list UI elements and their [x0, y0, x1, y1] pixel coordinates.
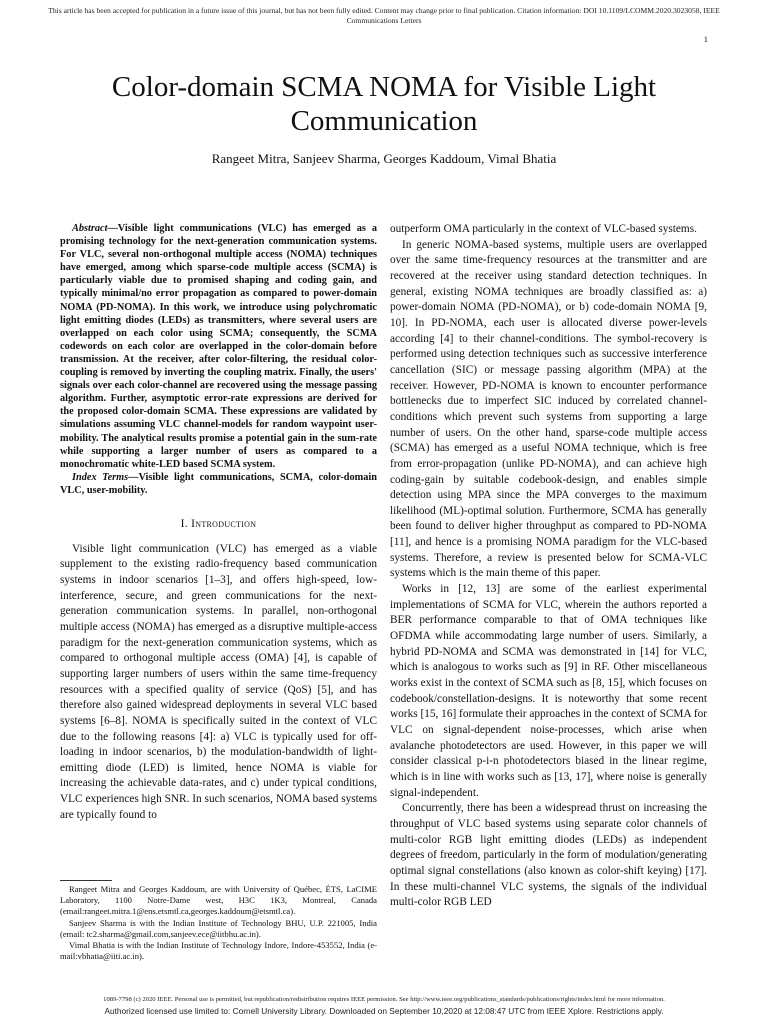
body-paragraph: In generic NOMA-based systems, multiple users are overlapped over the same time-frequency resources at the transmitter and are recovered at the receiver using standard detection techniques. In general, existing NOMA techniques are broadly classified as: a) power-domain NOMA (PD-NOMA), or b) code-domain NOMA [9, 10]. In PD-NOMA, each user is allocated diverse power-levels according [4] to their channel-conditions. The symbol-recovery is performed using detection techniques such as successive interference cancellation (SIC) or message passing algorithm (MPA) at the receiver. However, PD-NOMA is known to encounter performance bottlenecks due to imperfect SIC induced by correlated channel-conditions which prevent such systems from supporting a large number of users. On the other hand, sparse-code multiple access (SCMA) has emerged as a useful NOMA technique, which is free from error-propagation (unlike PD-NOMA), and can achieve high coding-gain by suitable codebook-design, and enables simple detection using MPA since the MPA converges to the maximum likelihood (ML)-optimal solution. Furthermore, SCMA has generally been found to deliver higher throughput as compared to PD-NOMA [11], and hence is a promising NOMA paradigm for the VLC-based systems. Therefore, a review is presented below for SCMA-VLC systems which is the main theme of this paper. [390, 238, 707, 580]
author-footnotes [60, 884, 377, 962]
footnote: Rangeet Mitra and Georges Kaddoum, are with University of Québec, ÉTS, LaCIME Laboratory, 1100 Notre-Dame west, H3C 1K3, Montreal, Canada (email:rangeet.mitra.1@ens.etsmtl.ca,georges.kaddoum@etsmtl.ca). [60, 884, 377, 917]
index-terms-label: Index Terms [72, 471, 129, 483]
journal-notice: This article has been accepted for publication in a future issue of this journal, but has not been fully edited. Content may change prior to final publication. Citation information: DOI 10.1109/LCOMM.2020.3023058, IEEE Communications Letters [48, 6, 720, 25]
abstract-label: Abstract [72, 223, 108, 234]
authorized-use-line: Authorized licensed use limited to: Cornell University Library. Downloaded on September 10,2020 at 12:08:47 UTC from IEEE Xplore. Restrictions apply. [104, 1006, 664, 1016]
body-paragraph: Concurrently, there has been a widespread thrust on increasing the throughput of VLC based systems using separate color channels of multi-color RGB light emitting diodes (LEDs) as independent degrees of freedom, particularly in the form of modulation/generating optimal signal constellations (also known as color-shift keying) [17]. In these multi-channel VLC systems, the signals of the individual multi-color RGB LED [390, 802, 707, 909]
copyright-line: 1089-7798 (c) 2020 IEEE. Personal use is permitted, but republication/redistribution requires IEEE permission. See http://www.ieee.org/publications_standards/publications/rights/index.html for more information. [103, 996, 665, 1003]
right-column [390, 222, 707, 911]
body-paragraph: Visible light communication (VLC) has emerged as a viable supplement to the existing radio-frequency based communication systems in indoor scenarios [1–3], and offers high-speed, low-interference, secure, and green communications for the next-generation communication systems. In parallel, non-orthogonal multiple access (NOMA) has emerged as a disruptive multiple-access paradigm for the next-generation communication systems, which as compared to orthogonal multiple access (OMA) [4], is capable of supporting larger numbers of users within the same time-frequency resources with a specified quality of service (QoS) [5], and has therefore also gained widespread deployments in several VLC based systems [6–8]. NOMA is specifically suited in the context of VLC due to the following reasons [4]: a) VLC is typically used for off-loading in indoor scenarios, b) the modulation-bandwidth of light-emitting diode (LED) is limited, hence NOMA is viable for increasing the achievable data-rates, and c) under typical conditions, VLC experiences high SNR. In such scenarios, NOMA based systems are typically found to [60, 542, 377, 821]
section-heading-introduction: I. Introduction [180, 517, 257, 530]
abstract [60, 222, 377, 471]
abstract-text: —Visible light communications (VLC) has emerged as a promising technology for the next-generation communication systems. For VLC, several non-orthogonal multiple access (NOMA) techniques have emerged, among which sparse-code multiple access (SCMA) is particularly viable due to promised shaping and coding gain, and typically minimal/no error propagation as compared to power-domain NOMA (PD-NOMA). In this work, we introduce using polychromatic light emitting diodes (LEDs) as transmitters, where several users are overlapped on each color using SCMA; consequently, the SCMA codewords on each color are overlapped in the color-domain before transmission. At the receiver, after color-filtering, the residual color-coupling is removed by inverting the coupling matrix. Finally, the users' signals over each color-channel are recovered using the message passing algorithm. Further, asymptotic error-rate expressions are derived for the proposed color-domain SCMA. These expressions are validated by simulations assuming VLC channel-models for random waypoint user-mobility. The analytical results promise a potential gain in the sum-rate while supporting a larger number of users as compared to a monochromatic white-LED based SCMA system. [60, 223, 377, 470]
author-list: Rangeet Mitra, Sanjeev Sharma, Georges Kaddoum, Vimal Bhatia [211, 151, 557, 166]
body-paragraph: Works in [12, 13] are some of the earliest experimental implementations of SCMA for VLC, wherein the authors reported a BER performance comparable to that of OMA techniques like OFDMA while accommodating large number of users. Similarly, a hybrid PD-NOMA and SCMA was demonstrated in [14] for VLC, which is analogous to works such as [9] in RF. Other miscellaneous works exist in the context of SCMA such as [8, 15], which focuses on codebook/constellation-designs. It is noteworthy that some recent works [15, 16] formulate their approaches in the context of SCMA for VLC on signal-dependent noise-processes, which arise when avalanche photodetectors are used. However, in this paper we will consider classical p-i-n photodetectors biased in the linear regime, which is in line with works such as [13, 17], where noise is generally signal-independent. [390, 583, 707, 799]
page-number: 1 [703, 34, 708, 44]
paper-title: Color-domain SCMA NOMA for Visible Light Communication [111, 71, 657, 137]
footnote-divider [60, 880, 112, 881]
footnote: Sanjeev Sharma is with the Indian Institute of Technology BHU, U.P. 221005, India (email: tc2.sharma@gmail.com,sanjeev.ece@iitbhu.ac.in). [60, 917, 377, 939]
index-terms [60, 471, 377, 497]
body-paragraph: outperform OMA particularly in the context of VLC-based systems. [390, 223, 697, 235]
left-column [60, 222, 377, 823]
index-terms-text: —Visible light communications, SCMA, color-domain VLC, user-mobility. [60, 471, 377, 496]
footnote: Vimal Bhatia is with the Indian Institute of Technology Indore, Indore-453552, India (e-mail:vbhatia@iiti.ac.in). [60, 940, 377, 962]
